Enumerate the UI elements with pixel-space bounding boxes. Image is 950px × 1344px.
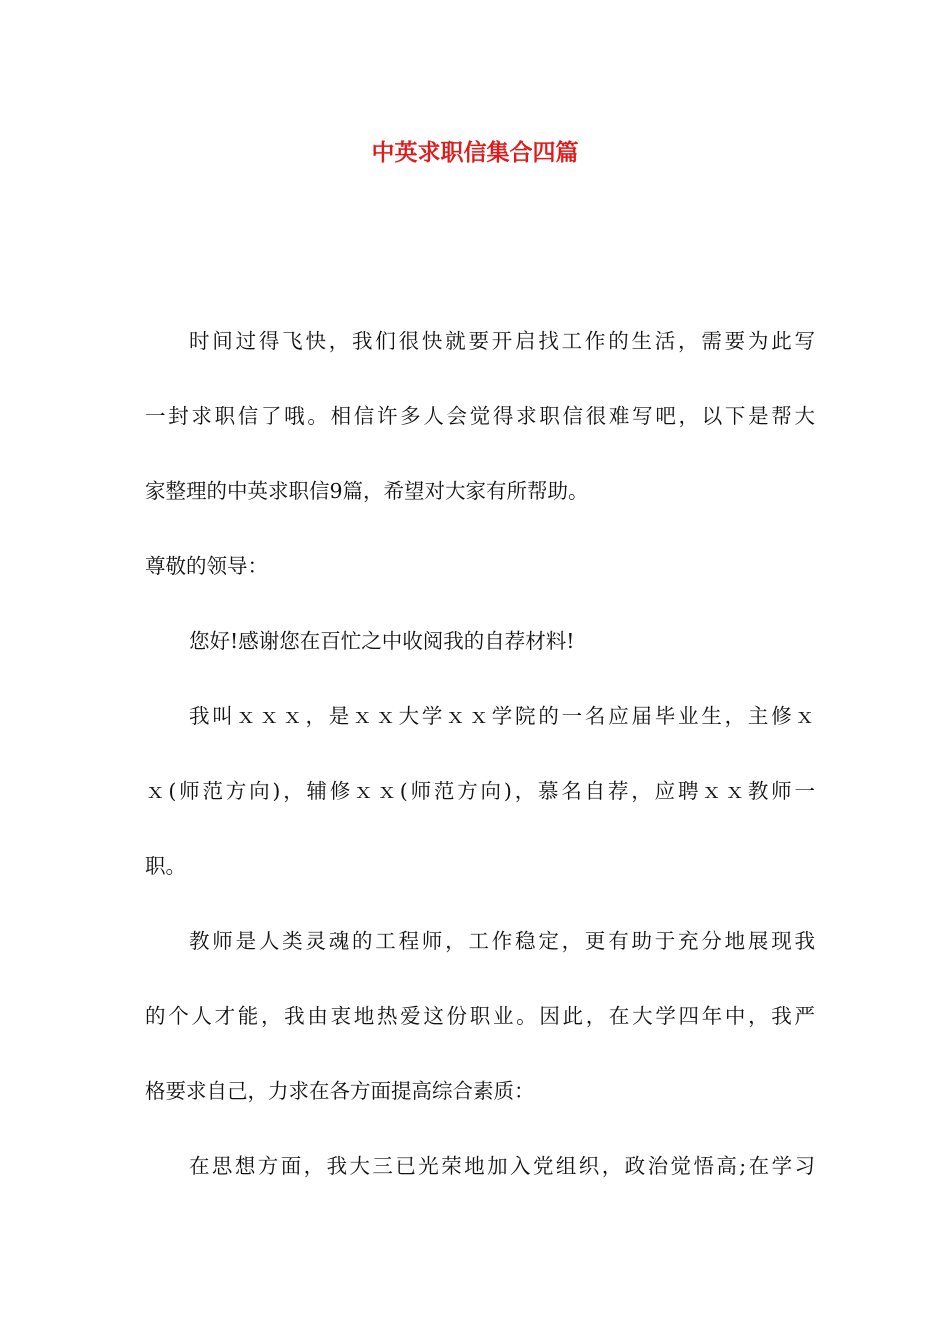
thought-line-1: 在思想方面，我大三已光荣地加入党组织，政治觉悟高;在学习 xyxy=(189,1154,815,1178)
career-line-3: 格要求自己，力求在各方面提高综合素质： xyxy=(145,1079,535,1103)
intro-line-1: 我叫ｘｘｘ，是ｘｘ大学ｘｘ学院的一名应届毕业生，主修ｘ xyxy=(189,704,815,728)
career-line-1: 教师是人类灵魂的工程师，工作稳定，更有助于充分地展现我 xyxy=(189,929,815,953)
greeting-line: 您好!感谢您在百忙之中收阅我的自荐材料! xyxy=(189,629,575,653)
intro-line-2: ｘ(师范方向)，辅修ｘｘ(师范方向)，慕名自荐，应聘ｘｘ教师一 xyxy=(145,779,815,803)
salutation: 尊敬的领导： xyxy=(145,554,268,578)
paragraph-line-2: 一封求职信了哦。相信许多人会觉得求职信很难写吧，以下是帮大 xyxy=(145,404,815,428)
intro-line-3: 职。 xyxy=(145,854,186,878)
paragraph-line-3: 家整理的中英求职信9篇，希望对大家有所帮助。 xyxy=(145,479,589,503)
career-line-2: 的个人才能，我由衷地热爱这份职业。因此，在大学四年中，我严 xyxy=(145,1004,815,1028)
paragraph-line-1: 时间过得飞快，我们很快就要开启找工作的生活，需要为此写 xyxy=(189,329,815,353)
document-title: 中英求职信集合四篇 xyxy=(371,139,579,166)
